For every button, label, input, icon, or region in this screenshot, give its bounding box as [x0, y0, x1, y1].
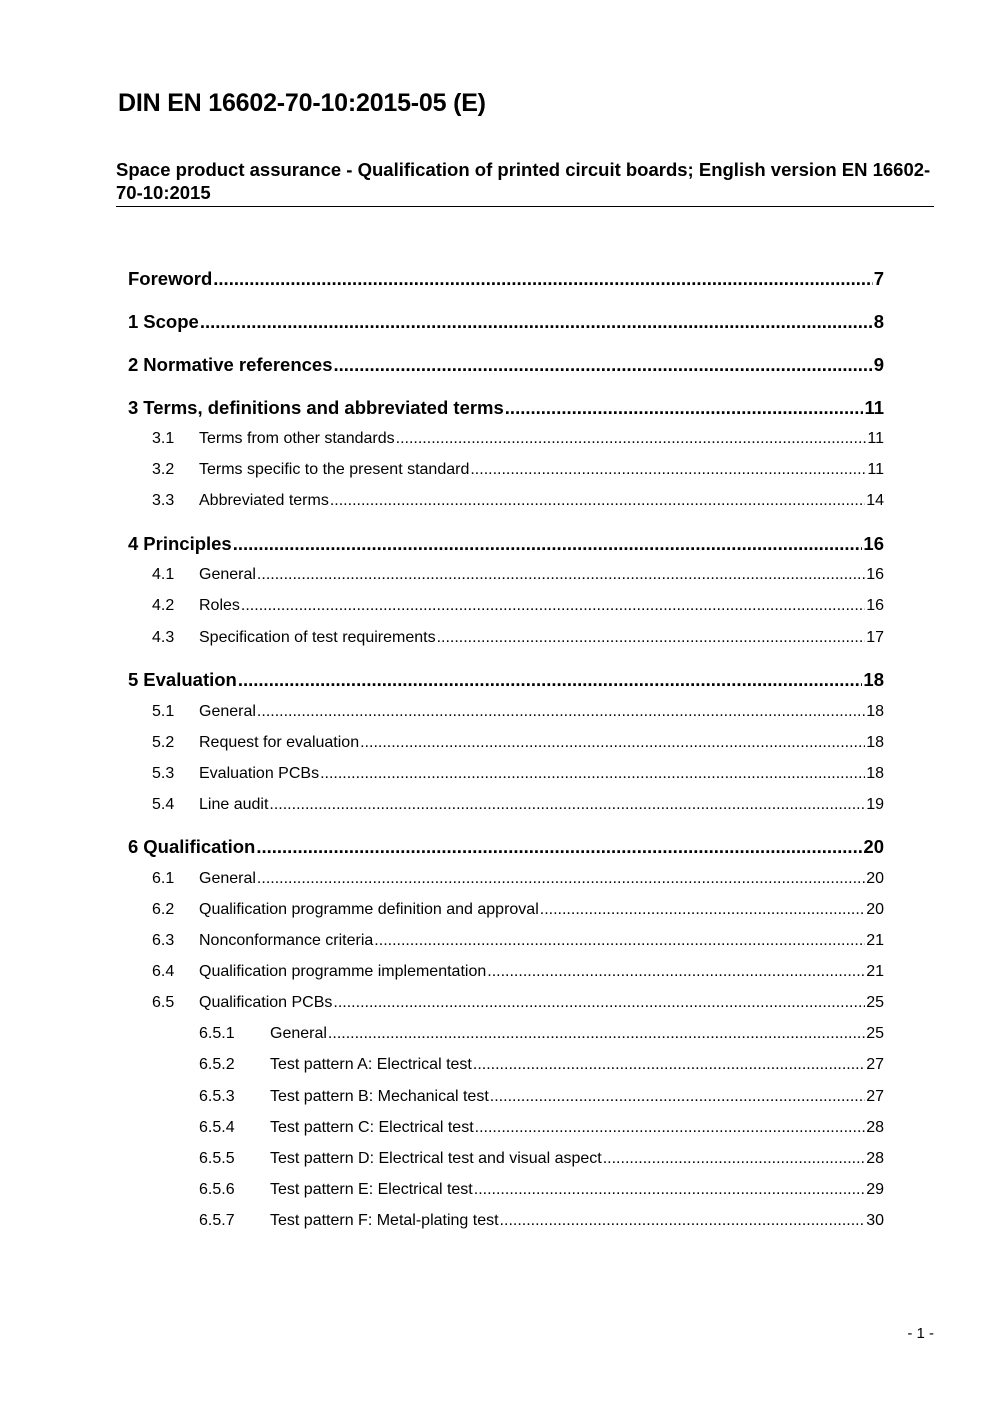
toc-section-number: 6.5.7: [199, 1212, 235, 1229]
toc-entry-title: Terms from other standards: [199, 430, 395, 447]
toc-entry-foreword[interactable]: [128, 268, 884, 290]
toc-dot-leader: [334, 354, 873, 376]
toc-entry-title: General: [199, 703, 256, 720]
toc-entry-terms[interactable]: [128, 397, 884, 419]
toc-dot-leader: [437, 629, 866, 647]
toc-entry-6-5-1[interactable]: [199, 1025, 884, 1043]
toc-entry-title: Test pattern B: Mechanical test: [270, 1088, 489, 1105]
toc-page-number: 8: [873, 311, 884, 332]
toc-dot-leader: [241, 597, 865, 615]
toc-entry-title: Qualification PCBs: [199, 994, 333, 1011]
toc-entry-title: Test pattern A: Electrical test: [270, 1056, 472, 1073]
toc-entry-4-1[interactable]: [152, 566, 884, 584]
toc-entry-title: Test pattern D: Electrical test and visual aspect: [270, 1150, 602, 1167]
toc-page-number: 19: [866, 796, 884, 813]
toc-entry-title: Evaluation PCBs: [199, 765, 320, 782]
toc-section-number: 6.5.3: [199, 1088, 235, 1105]
toc-dot-leader: [328, 1025, 865, 1043]
toc-entry-title: Test pattern F: Metal-plating test: [270, 1212, 499, 1229]
toc-section-number: 4: [128, 533, 139, 554]
toc-dot-leader: [490, 1088, 865, 1106]
toc-page-number: 16: [866, 566, 884, 583]
toc-section-number: 5.2: [152, 734, 175, 751]
toc-dot-leader: [473, 1056, 865, 1074]
toc-section-number: 6.3: [152, 932, 175, 949]
toc-entry-title: Roles: [199, 597, 240, 614]
toc-entry-6-1[interactable]: [152, 870, 884, 888]
toc-section-number: 4.2: [152, 597, 175, 614]
toc-section-number: 4.3: [152, 629, 175, 646]
toc-section-number: 5.4: [152, 796, 175, 813]
toc-entry-5-2[interactable]: [152, 734, 884, 752]
toc-dot-leader: [396, 430, 867, 448]
toc-entry-scope[interactable]: [128, 311, 884, 333]
toc-entry-6-5-4[interactable]: [199, 1119, 884, 1137]
toc-entry-6-3[interactable]: [152, 932, 884, 950]
toc-entry-title: Normative references: [143, 354, 333, 375]
toc-entry-title: Principles: [143, 533, 232, 554]
toc-page-number: 21: [866, 932, 884, 949]
toc-entry-title: Test pattern E: Electrical test: [270, 1181, 473, 1198]
toc-page-number: 27: [866, 1088, 884, 1105]
toc-entry-title: Request for evaluation: [199, 734, 360, 751]
toc-page-number: 20: [863, 836, 884, 857]
toc-entry-4-2[interactable]: [152, 597, 884, 615]
toc-section-number: 3.2: [152, 461, 175, 478]
toc-entry-6-5-3[interactable]: [199, 1088, 884, 1106]
document-subtitle: Space product assurance - Qualification of printed circuit boards; English version EN 16602-70-10:2015: [116, 159, 931, 203]
toc-section-number: 5: [128, 669, 139, 690]
toc-entry-title: Evaluation: [143, 669, 237, 690]
toc-entry-title: Test pattern C: Electrical test: [270, 1119, 474, 1136]
toc-page-number: 14: [866, 492, 884, 509]
toc-dot-leader: [603, 1150, 865, 1168]
toc-entry-5-4[interactable]: [152, 796, 884, 814]
toc-entry-6-5-7[interactable]: [199, 1212, 884, 1230]
toc-page-number: 18: [866, 765, 884, 782]
toc-entry-6-5-6[interactable]: [199, 1181, 884, 1199]
toc-section-number: 6.5.4: [199, 1119, 235, 1136]
toc-entry-title: Scope: [143, 311, 199, 332]
toc-entry-title: Foreword: [128, 268, 213, 289]
document-title: DIN EN 16602-70-10:2015-05 (E): [118, 89, 486, 117]
toc-dot-leader: [257, 566, 865, 584]
toc-dot-leader: [470, 461, 866, 479]
toc-entry-5-3[interactable]: [152, 765, 884, 783]
toc-page-number: 29: [866, 1181, 884, 1198]
toc-section-number: 2: [128, 354, 139, 375]
toc-section-number: 6.5: [152, 994, 175, 1011]
toc-entry-6-5-2[interactable]: [199, 1056, 884, 1074]
toc-page-number: 7: [873, 268, 884, 289]
toc-entry-title: Qualification: [143, 836, 256, 857]
toc-page-number: 16: [866, 597, 884, 614]
toc-page-number: 11: [864, 397, 884, 418]
toc-entry-principles[interactable]: [128, 533, 884, 555]
toc-page-number: 20: [866, 870, 884, 887]
toc-entry-5-1[interactable]: [152, 703, 884, 721]
toc-entry-3-3[interactable]: [152, 492, 884, 510]
toc-page-number: 21: [866, 963, 884, 980]
toc-page-number: 18: [866, 734, 884, 751]
toc-dot-leader: [269, 796, 865, 814]
toc-entry-title: Specification of test requirements: [199, 629, 436, 646]
toc-page-number: 27: [866, 1056, 884, 1073]
toc-dot-leader: [505, 397, 864, 419]
toc-page-number: 11: [867, 430, 884, 447]
toc-page-number: 25: [866, 994, 884, 1011]
toc-page-number: 18: [863, 669, 884, 690]
toc-section-number: 6.5.6: [199, 1181, 235, 1198]
toc-dot-leader: [200, 311, 873, 333]
toc-entry-evaluation[interactable]: [128, 669, 884, 691]
toc-page-number: 20: [866, 901, 884, 918]
toc-section-number: 4.1: [152, 566, 175, 583]
toc-section-number: 6.5.2: [199, 1056, 235, 1073]
toc-entry-4-3[interactable]: [152, 629, 884, 647]
page-number-footer: - 1 -: [907, 1325, 934, 1342]
toc-dot-leader: [333, 994, 865, 1012]
toc-dot-leader: [540, 901, 865, 919]
toc-entry-title: Terms, definitions and abbreviated terms: [143, 397, 504, 418]
toc-entry-title: General: [270, 1025, 327, 1042]
toc-page-number: 30: [866, 1212, 884, 1229]
toc-page-number: 28: [866, 1150, 884, 1167]
toc-entry-title: Abbreviated terms: [199, 492, 329, 509]
toc-section-number: 6.1: [152, 870, 175, 887]
toc-dot-leader: [257, 870, 865, 888]
toc-section-number: 6.5.5: [199, 1150, 235, 1167]
toc-entry-title: Nonconformance criteria: [199, 932, 374, 949]
toc-entry-qualification[interactable]: [128, 836, 884, 858]
toc-entry-title: General: [199, 870, 256, 887]
toc-entry-normative-references[interactable]: [128, 354, 884, 376]
toc-dot-leader: [360, 734, 865, 752]
toc-dot-leader: [475, 1119, 866, 1137]
toc-entry-title: Qualification programme implementation: [199, 963, 487, 980]
toc-entry-6-2[interactable]: [152, 901, 884, 919]
toc-section-number: 1: [128, 311, 139, 332]
toc-entry-title: General: [199, 566, 256, 583]
toc-page-number: 9: [873, 354, 884, 375]
toc-section-number: 6.4: [152, 963, 175, 980]
toc-section-number: 3.1: [152, 430, 175, 447]
toc-dot-leader: [500, 1212, 866, 1230]
toc-dot-leader: [474, 1181, 865, 1199]
toc-entry-title: Terms specific to the present standard: [199, 461, 470, 478]
toc-dot-leader: [487, 963, 865, 981]
toc-dot-leader: [320, 765, 865, 783]
toc-section-number: 5.3: [152, 765, 175, 782]
toc-page-number: 25: [866, 1025, 884, 1042]
toc-dot-leader: [330, 492, 865, 510]
toc-section-number: 5.1: [152, 703, 175, 720]
toc-entry-3-1[interactable]: [152, 430, 884, 448]
toc-page-number: 18: [866, 703, 884, 720]
toc-dot-leader: [257, 703, 865, 721]
toc-page-number: 17: [866, 629, 884, 646]
toc-dot-leader: [374, 932, 865, 950]
toc-dot-leader: [238, 669, 863, 691]
toc-entry-6-5-5[interactable]: [199, 1150, 884, 1168]
toc-page-number: 11: [867, 461, 884, 478]
toc-entry-6-4[interactable]: [152, 963, 884, 981]
toc-entry-3-2[interactable]: [152, 461, 884, 479]
toc-section-number: 6.2: [152, 901, 175, 918]
toc-entry-title: Line audit: [199, 796, 269, 813]
toc-dot-leader: [213, 268, 872, 290]
toc-page-number: 16: [863, 533, 884, 554]
toc-entry-6-5[interactable]: [152, 994, 884, 1012]
toc-entry-title: Qualification programme definition and approval: [199, 901, 539, 918]
toc-section-number: 6: [128, 836, 139, 857]
toc-dot-leader: [233, 533, 863, 555]
toc-section-number: 6.5.1: [199, 1025, 235, 1042]
toc-section-number: 3: [128, 397, 139, 418]
toc-section-number: 3.3: [152, 492, 175, 509]
toc-page-number: 28: [866, 1119, 884, 1136]
toc-dot-leader: [256, 836, 862, 858]
